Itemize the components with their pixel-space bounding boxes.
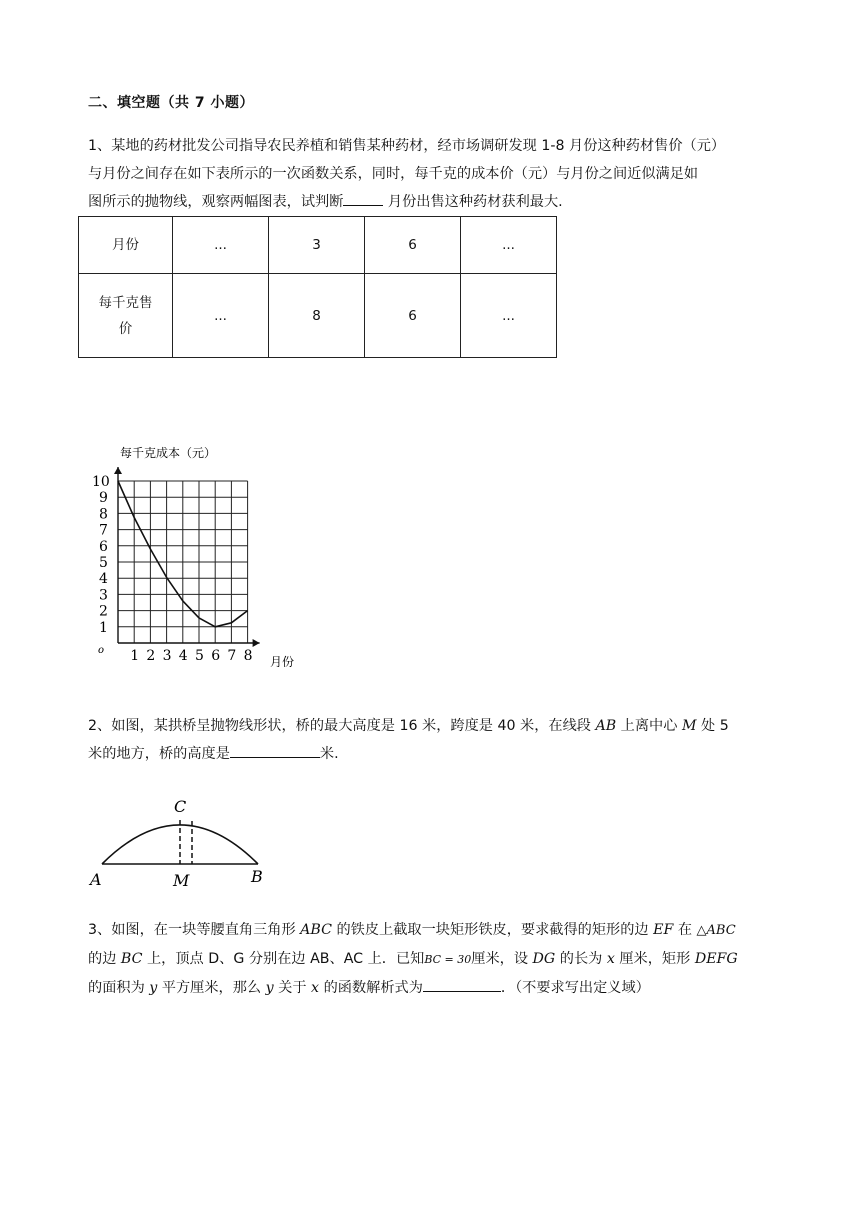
- q1-line-2: 与月份之间存在如下表所示的一次函数关系，同时，每千克的成本价（元）与月份之间近似满足如: [88, 166, 699, 182]
- table-cell: ...: [461, 217, 557, 274]
- q3-line-1-c: 在: [673, 922, 697, 938]
- q2-line-2-post: 米.: [319, 746, 339, 762]
- table-header-price-line-2: 价: [118, 320, 133, 337]
- var-dg: DG: [532, 951, 556, 967]
- table-cell: ...: [461, 274, 557, 358]
- q3-line-3-c: 关于: [273, 980, 312, 996]
- triangle-abc: △ABC: [696, 923, 736, 938]
- y-tick-label: 8: [99, 506, 108, 523]
- x-tick-label: 2: [146, 648, 156, 664]
- x-tick-label: 7: [227, 648, 237, 664]
- q2-line-1: [88, 712, 776, 740]
- price-table: [78, 216, 557, 358]
- chart-grid: [118, 481, 248, 643]
- question-1-text: [88, 132, 776, 216]
- y-tick-label: 4: [99, 571, 108, 588]
- var-ef: EF: [653, 922, 674, 938]
- label-c: C: [174, 797, 187, 816]
- table-cell: 6: [365, 217, 461, 274]
- answer-blank-1[interactable]: [343, 190, 383, 206]
- x-axis-arrow: [253, 639, 260, 647]
- q3-line-2-d: 的长为: [555, 951, 607, 967]
- var-x: x: [606, 951, 615, 967]
- bridge-figure: [84, 792, 274, 890]
- var-abc: ABC: [300, 922, 332, 938]
- x-tick-label: 5: [195, 648, 204, 664]
- cost-chart: [86, 440, 316, 680]
- question-3-text: [88, 916, 776, 1002]
- var-m: M: [681, 718, 697, 734]
- q3-line-3-b: 平方厘米，那么: [157, 980, 266, 996]
- x-tick-label: 4: [178, 648, 188, 664]
- y-tick-label: 3: [99, 587, 108, 604]
- answer-blank-2[interactable]: [230, 742, 320, 758]
- q3-line-1: [88, 916, 776, 945]
- q3-line-2-b: 上，顶点 D、G 分别在边 AB、AC 上．已知: [142, 951, 425, 967]
- y-tick-label: 6: [99, 538, 108, 555]
- q3-line-3-a: 的面积为: [88, 980, 150, 996]
- q1-line-1: 1、某地的药材批发公司指导农民养植和销售某种药材，经市场调研发现 1-8 月份这种药材售价（元）: [88, 138, 726, 154]
- table-header-price: [79, 274, 173, 358]
- label-m: M: [173, 871, 190, 890]
- q1-line-3: [88, 188, 776, 216]
- y-tick-label: 5: [99, 555, 108, 571]
- q2-line-2: [88, 740, 776, 768]
- table-cell: 3: [269, 217, 365, 274]
- table-header-price-line-1: 每千克售: [98, 294, 153, 311]
- q2-line-2-pre: 米的地方，桥的高度是: [88, 746, 230, 762]
- q2-line-1-c: 处 5: [696, 718, 729, 734]
- chart-x-axis-label: 月份: [270, 655, 295, 669]
- x-tick-label: 8: [243, 648, 253, 664]
- chart-ticks: [92, 474, 253, 664]
- table-cell: 6: [365, 274, 461, 358]
- x-tick-label: 6: [211, 648, 221, 664]
- table-cell: ...: [173, 274, 269, 358]
- y-axis-arrow: [114, 467, 122, 474]
- bc-equation: BC = 30: [424, 953, 472, 966]
- var-bc: BC: [120, 951, 143, 967]
- question-2-text: [88, 712, 776, 768]
- table-row: [79, 274, 557, 358]
- q3-line-3: [88, 974, 776, 1002]
- q1-line-3-pre: 图所示的抛物线，观察两幅图表，试判断: [88, 194, 344, 210]
- table-cell: ...: [173, 217, 269, 274]
- q2-line-1-a: 2、如图，某拱桥呈抛物线形状，桥的最大高度是 16 米，跨度是 40 米，在线段: [88, 718, 596, 734]
- q3-line-1-a: 3、如图，在一块等腰直角三角形: [88, 922, 301, 938]
- label-a: A: [90, 870, 102, 889]
- table-header-month: 月份: [79, 217, 173, 274]
- var-defg: DEFG: [694, 951, 738, 967]
- y-tick-label: 2: [99, 603, 108, 620]
- x-tick-label: 3: [162, 648, 172, 664]
- chart-y-axis-label: 每千克成本（元）: [120, 446, 217, 460]
- y-tick-label: 10: [92, 474, 110, 490]
- chart-axes: [114, 467, 260, 647]
- q2-line-1-b: 上离中心: [616, 718, 682, 734]
- y-tick-label: 9: [99, 490, 108, 507]
- y-tick-label: 1: [99, 619, 108, 636]
- answer-blank-3[interactable]: [423, 976, 501, 992]
- q1-line-3-post: 月份出售这种药材获利最大.: [383, 194, 563, 210]
- table-cell: 8: [269, 274, 365, 358]
- table-row: [79, 217, 557, 274]
- q3-line-2: [88, 945, 776, 974]
- q3-line-2-e: 厘米，矩形: [614, 951, 695, 967]
- q3-line-2-c: 厘米，设: [471, 951, 533, 967]
- var-y: y: [149, 980, 158, 996]
- chart-origin-label: o: [98, 645, 105, 656]
- q3-line-1-b: 的铁皮上截取一块矩形铁皮，要求截得的矩形的边: [331, 922, 654, 938]
- var-y: y: [265, 980, 274, 996]
- q3-line-3-e: ．（不要求写出定义域）: [500, 980, 650, 996]
- x-tick-label: 1: [130, 648, 140, 664]
- y-tick-label: 7: [99, 522, 108, 539]
- label-b: B: [251, 867, 263, 886]
- section-title: 二、填空题（共 7 小题）: [88, 95, 254, 111]
- var-ab: AB: [595, 718, 617, 734]
- q3-line-3-d: 的函数解析式为: [319, 980, 423, 996]
- var-x: x: [311, 980, 320, 996]
- q3-line-2-a: 的边: [88, 951, 121, 967]
